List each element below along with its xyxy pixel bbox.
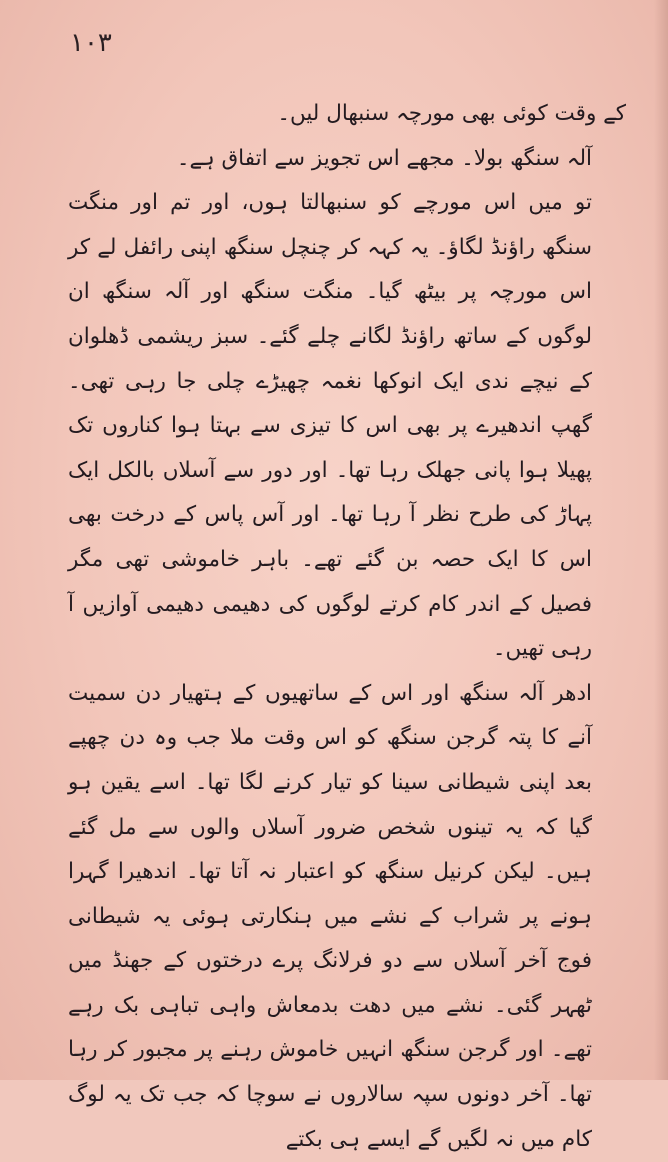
paragraph-4: ادھر آلہ سنگھ اور اس کے ساتھیوں کے ہتھیار دن سمیت آنے کا پتہ گرجن سنگھ کو اس وقت ملا جب وہ دن چھپے بعد اپنی شیطانی سینا کو تیار کرنے لگا تھا۔ اسے یقین ہو گیا کہ یہ تینوں شخص ضرور آسلاں والوں سے مل گئے ہیں۔ لیکن کرنیل سنگھ کو اعتبار نہ آتا تھا۔ اندھیرا گہرا ہونے پر شراب کے نشے میں ہنکارتی ہوئی یہ شیطانی فوج آخر آسلاں سے دو فرلانگ پرے درختوں کے جھنڈ میں ٹھہر گئی۔ نشے میں دھت بدمعاش واہی تباہی بک رہے تھے۔ اور گرجن سنگھ انہیں خاموش رہنے پر مجبور کر رہا تھا۔ آخر دونوں سپہ سالاروں نے سوچا کہ جب تک یہ لوگ کام میں نہ لگیں گے ایسے ہی بکتے [68, 680, 592, 1152]
paragraph-2: آلہ سنگھ بولا۔ مجھے اس تجویز سے اتفاق ہے۔ [176, 145, 592, 171]
page-number: ۱۰۳ [70, 28, 112, 58]
page-text [68, 92, 626, 1162]
page-edge-shadow [654, 0, 668, 1080]
paragraph-3: تو میں اس مورچے کو سنبھالتا ہوں، اور تم اور منگت سنگھ راؤنڈ لگاؤ۔ یہ کہہ کر چنچل سنگھ اپنی رائفل لے کر اس مورچہ پر بیٹھ گیا۔ منگت سنگھ اور آلہ سنگھ ان لوگوں کے ساتھ راؤنڈ لگانے چلے گئے۔ سبز ریشمی ڈھلوان کے نیچے ندی ایک انوکھا نغمہ چھیڑے چلی جا رہی تھی۔ گھپ اندھیرے پر بھی اس کا تیزی سے بہتا ہوا کناروں تک پھیلا ہوا پانی جھلک رہا تھا۔ اور دور سے آسلاں بالکل ایک پہاڑ کی طرح نظر آ رہا تھا۔ اور آس پاس کے درخت بھی اس کا ایک حصہ بن گئے تھے۔ باہر خاموشی تھی مگر فصیل کے اندر کام کرتے لوگوں کی دھیمی دھیمی آوازیں آ رہی تھیں۔ [68, 190, 592, 662]
paragraph-1: کے وقت کوئی بھی مورچہ سنبھال لیں۔ [277, 101, 626, 126]
